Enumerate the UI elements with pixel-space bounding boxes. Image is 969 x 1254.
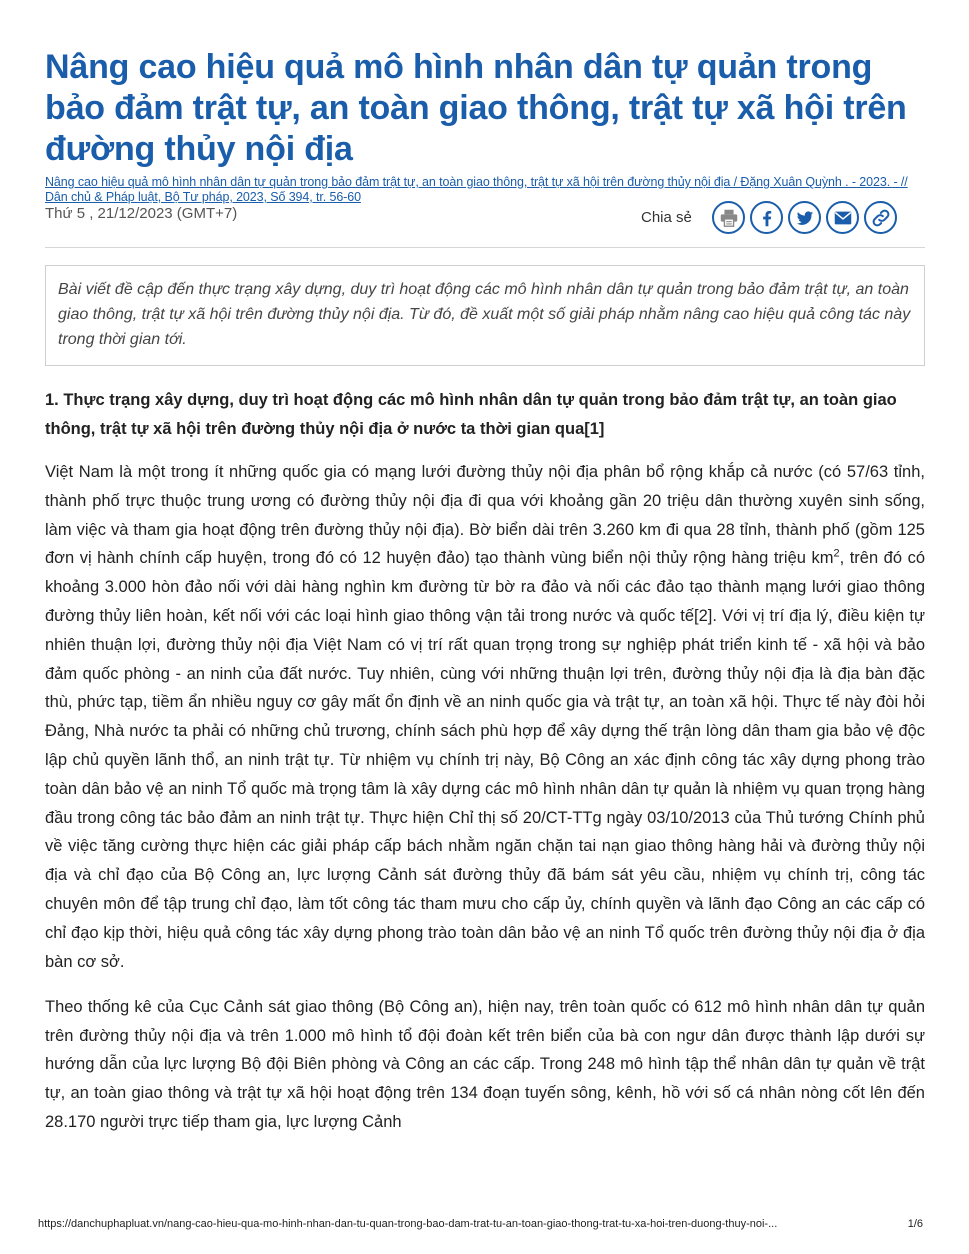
body-paragraph: Theo thống kê của Cục Cảnh sát giao thông (Bộ Công an), hiện nay, trên toàn quốc có 612 mô hình nhân dân tự quản trên đường thủy nội địa và trên 1.000 mô hình tổ đội đoàn kết trên biển của bà con ngư dân được thành lập dưới sự hướng dẫn của lực lượng Bộ đội Biên phòng và Công an các cấp. Trong 248 mô hình tập thể nhân dân tự quản về trật tự, an toàn giao thông và trật tự xã hội hoạt động trên 134 đoạn tuyến sông, kênh, hồ với số cá nhân nòng cốt lên đến 28.170 người trực tiếp tham gia, lực lượng Cảnh (45, 997, 925, 1132)
page-url: https://danchuphapluat.vn/nang-cao-hieu-qua-mo-hinh-nhan-dan-tu-quan-trong-bao-dam-trat-tu-an-toan-giao-thong-trat-tu-xa-hoi-tren-duong-thuy-noi-... (38, 1218, 778, 1230)
link-icon[interactable] (864, 201, 897, 234)
section-heading: 1. Thực trạng xây dựng, duy trì hoạt động các mô hình nhân dân tự quản trong bảo đảm trật tự, an toàn giao thông, trật tự xã hội trên đường thủy nội địa ở nước ta thời gian qua[1] (45, 391, 897, 438)
facebook-icon[interactable] (750, 201, 783, 234)
print-icon[interactable] (712, 201, 745, 234)
superscript: 2 (833, 547, 840, 560)
article (45, 47, 925, 1153)
twitter-icon[interactable] (788, 201, 821, 234)
share-icons (712, 201, 897, 234)
abstract-box: Bài viết đề cập đến thực trạng xây dựng, duy trì hoạt động các mô hình nhân dân tự quản trong bảo đảm trật tự, an toàn giao thông, trật tự xã hội trên đường thủy nội địa. Từ đó, đề xuất một số giải pháp nhằm nâng cao hiệu quả công tác này trong thời gian tới. (45, 265, 925, 366)
body-paragraph-part: , trên đó có khoảng 3.000 hòn đảo nối với dài hàng nghìn km đường từ bờ ra đảo và nối các đảo tạo thành mạng lưới giao thông đường thủy liên hoàn, kết nối với các loại hình giao thông vận tải trong nước và quốc tế[2]. Với vị trí địa lý, điều kiện tự nhiên thuận lợi, đường thủy nội địa Việt Nam có vị trí rất quan trọng trong sự nghiệp phát triển kinh tế - xã hội và bảo đảm quốc phòng - an ninh của đất nước. Tuy nhiên, cùng với những thuận lợi trên, đường thủy nội địa là địa bàn đặc thù, phức tạp, tiềm ẩn nhiều nguy cơ gây mất ổn định về an ninh quốc gia và trật tự, an toàn xã hội. Thực tế này đòi hỏi Đảng, Nhà nước ta phải có những chủ trương, chính sách phù hợp để xây dựng thế trận lòng dân tham gia bảo vệ độc lập chủ quyền lãnh thổ, an ninh trật tự. Từ nhiệm vụ chính trị này, Bộ Công an xác định công tác xây dựng phong trào toàn dân bảo vệ an ninh Tổ quốc mà trọng tâm là xây dựng các mô hình nhân dân tự quản là nhiệm vụ quan trọng hàng đầu trong công tác bảo đảm an ninh trật tự. Thực hiện Chỉ thị số 20/CT-TTg ngày 03/10/2013 của Thủ tướng Chính phủ về việc tăng cường thực hiện các giải pháp cấp bách nhằm ngăn chặn tai nạn giao thông hàng hải và đường thủy nội địa và chỉ đạo của Bộ Công an, lực lượng Cảnh sát đường thủy đã bám sát yêu cầu, nhiệm vụ chính trị, công tác chuyên môn để tập trung chỉ đạo, làm tốt công tác tham mưu cho cấp ủy, chính quyền và lãnh đạo Công an các cấp có chỉ đạo kịp thời, hiệu quả công tác xây dựng phong trào toàn dân bảo vệ an ninh Tổ quốc trên đường thủy nội địa ở địa bàn cơ sở. (45, 549, 925, 971)
meta-row (45, 205, 925, 248)
body-paragraph-part: Việt Nam là một trong ít những quốc gia có mạng lưới đường thủy nội địa phân bổ rộng khắp cả nước (có 57/63 tỉnh, thành phố trực thuộc trung ương có đường thủy nội địa đi qua với khoảng gần 20 triệu dân thường xuyên sinh sống, làm việc và tham gia hoạt động trên đường thủy nội địa). Bờ biển dài trên 3.260 km đi qua 28 tỉnh, thành phố (gồm 125 đơn vị hành chính cấp huyện, trong đó có 12 huyện đảo) tạo thành vùng biển nội thủy rộng hàng triệu km (45, 463, 925, 568)
page-number: 1/6 (907, 1218, 923, 1230)
citation-link[interactable]: Nâng cao hiệu quả mô hình nhân dân tự quản trong bảo đảm trật tự, an toàn giao thông, trật tự xã hội trên đường thủy nội địa / Đặng Xuân Quỳnh . - 2023. - // Dân chủ & Pháp luật, Bộ Tư pháp, 2023, Số 394, tr. 56-60 (45, 175, 908, 204)
body-paragraph (45, 458, 925, 976)
article-title: Nâng cao hiệu quả mô hình nhân dân tự quản trong bảo đảm trật tự, an toàn giao thông, trật tự xã hội trên đường thủy nội địa (45, 48, 907, 168)
email-icon[interactable] (826, 201, 859, 234)
publish-date: Thứ 5 , 21/12/2023 (GMT+7) (45, 205, 238, 222)
share-label: Chia sẻ (641, 209, 692, 226)
